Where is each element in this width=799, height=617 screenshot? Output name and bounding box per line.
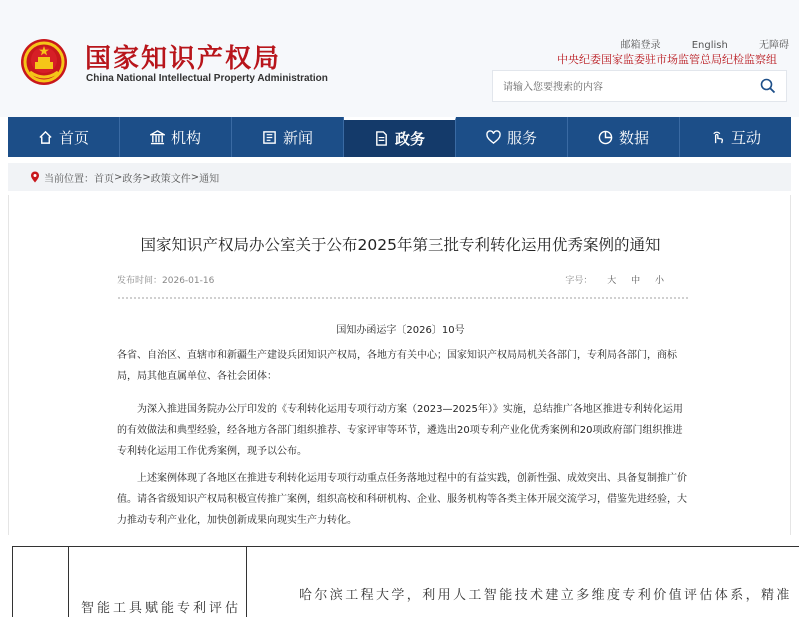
breadcrumb bbox=[8, 163, 791, 191]
article bbox=[8, 195, 791, 535]
article-title: 国家知识产权局办公室关于公布2025年第三批专利转化运用优秀案例的通知 bbox=[140, 236, 661, 254]
breadcrumb-policy-documents[interactable]: 政策文件 bbox=[150, 173, 191, 185]
home-icon bbox=[38, 130, 53, 145]
nav-label: 新闻 bbox=[282, 128, 313, 147]
nav-label: 首页 bbox=[58, 128, 89, 147]
dotted-divider bbox=[117, 296, 690, 300]
site-header bbox=[0, 0, 799, 117]
article-paragraph: 各省、自治区、直辖市和新疆生产建设兵团知识产权局，各地方有关中心；国家知识产权局局机关各部门，专利局各部门，商标局，局其他直属单位、各社会团体： bbox=[117, 350, 677, 382]
data-icon bbox=[598, 130, 613, 145]
document-number: 国知办函运字〔2026〕10号 bbox=[336, 325, 465, 336]
breadcrumb-home[interactable]: 首页 bbox=[94, 173, 114, 185]
article-paragraph: 上述案例体现了各地区在推进专利转化运用专项行动重点任务落地过程中的有益实践，创新性强、成效突出、具备复制推广价值。请各省级知识产权局积极宣传推广案例，组织高校和科研机构、企业、服务机构等各类主体开展交流学习，借鉴先进经验，大力推动专利产业化，加快创新成果向现实生产力转化。 bbox=[117, 473, 687, 526]
search-input[interactable] bbox=[501, 71, 755, 103]
nav-item-data[interactable] bbox=[568, 117, 680, 157]
nav-label: 政务 bbox=[394, 130, 425, 148]
case-table bbox=[12, 546, 799, 617]
nav-item-interaction[interactable] bbox=[680, 117, 791, 157]
case-detail-text: 哈尔滨工程大学，利用人工智能技术建立多维度专利价值评估体系，精准 bbox=[299, 588, 792, 603]
nav-item-news[interactable] bbox=[232, 117, 344, 157]
breadcrumb-separator: > bbox=[114, 171, 123, 183]
breadcrumb-prefix: 当前位置： bbox=[44, 173, 94, 185]
supervision-link[interactable]: 中央纪委国家监委驻市场监管总局纪检监察组 bbox=[557, 53, 777, 66]
breadcrumb-separator: > bbox=[142, 171, 151, 183]
news-icon bbox=[262, 130, 277, 145]
service-icon bbox=[486, 130, 501, 145]
search-icon bbox=[760, 78, 776, 94]
site-subtitle-en: China National Intellectual Property Administration bbox=[86, 73, 328, 84]
table-cell-case-name bbox=[68, 547, 246, 617]
top-links bbox=[593, 36, 789, 51]
search-button[interactable] bbox=[750, 71, 786, 101]
table-cell-index bbox=[12, 547, 68, 617]
email-login-link[interactable]: 邮箱登录 bbox=[620, 40, 661, 51]
publish-date: 2026-01-16 bbox=[162, 276, 215, 286]
publish-label: 发布时间： bbox=[117, 276, 163, 286]
institution-icon bbox=[150, 130, 165, 145]
font-size-switcher bbox=[565, 273, 664, 286]
breadcrumb-notice[interactable]: 通知 bbox=[199, 173, 220, 185]
national-emblem-icon bbox=[20, 38, 68, 86]
table-cell-case-detail bbox=[246, 547, 799, 617]
nav-item-institution[interactable] bbox=[120, 117, 232, 157]
english-link[interactable]: English bbox=[691, 40, 728, 51]
breadcrumb-government-affairs[interactable]: 政务 bbox=[122, 173, 143, 185]
publish-meta bbox=[117, 273, 214, 286]
nav-label: 机构 bbox=[170, 128, 201, 147]
nav-label: 互动 bbox=[730, 128, 761, 147]
case-name-text: 智能工具赋能专利评估 bbox=[81, 601, 242, 616]
nav-label: 服务 bbox=[506, 128, 537, 147]
accessibility-link[interactable]: 无障碍 bbox=[759, 40, 789, 51]
nav-label: 数据 bbox=[618, 128, 649, 147]
font-size-large[interactable]: 大 bbox=[607, 276, 617, 286]
location-pin-icon bbox=[30, 171, 40, 183]
document-icon bbox=[374, 131, 389, 146]
font-size-label: 字号： bbox=[565, 276, 593, 286]
nav-item-service[interactable] bbox=[456, 117, 568, 157]
nav-item-government-affairs[interactable] bbox=[344, 117, 456, 157]
site-title[interactable]: 国家知识产权局 bbox=[85, 44, 282, 74]
main-nav bbox=[8, 117, 791, 157]
nav-item-home[interactable] bbox=[8, 117, 120, 157]
font-size-small[interactable]: 小 bbox=[654, 276, 664, 286]
article-paragraph: 为深入推进国务院办公厅印发的《专利转化运用专项行动方案（2023—2025年）》实施，总结推广各地区推进专利转化运用的有效做法和典型经验，经各地方各部门组织推荐、专家评审等环节，遴选出20项专利产业化优秀案例和20项政府部门组织推进专利转化运用工作优秀案例，现予以公布。 bbox=[117, 404, 683, 457]
breadcrumb-separator: > bbox=[190, 171, 200, 183]
search-box bbox=[492, 70, 787, 102]
font-size-medium[interactable]: 中 bbox=[631, 276, 641, 286]
interaction-icon bbox=[710, 130, 725, 145]
